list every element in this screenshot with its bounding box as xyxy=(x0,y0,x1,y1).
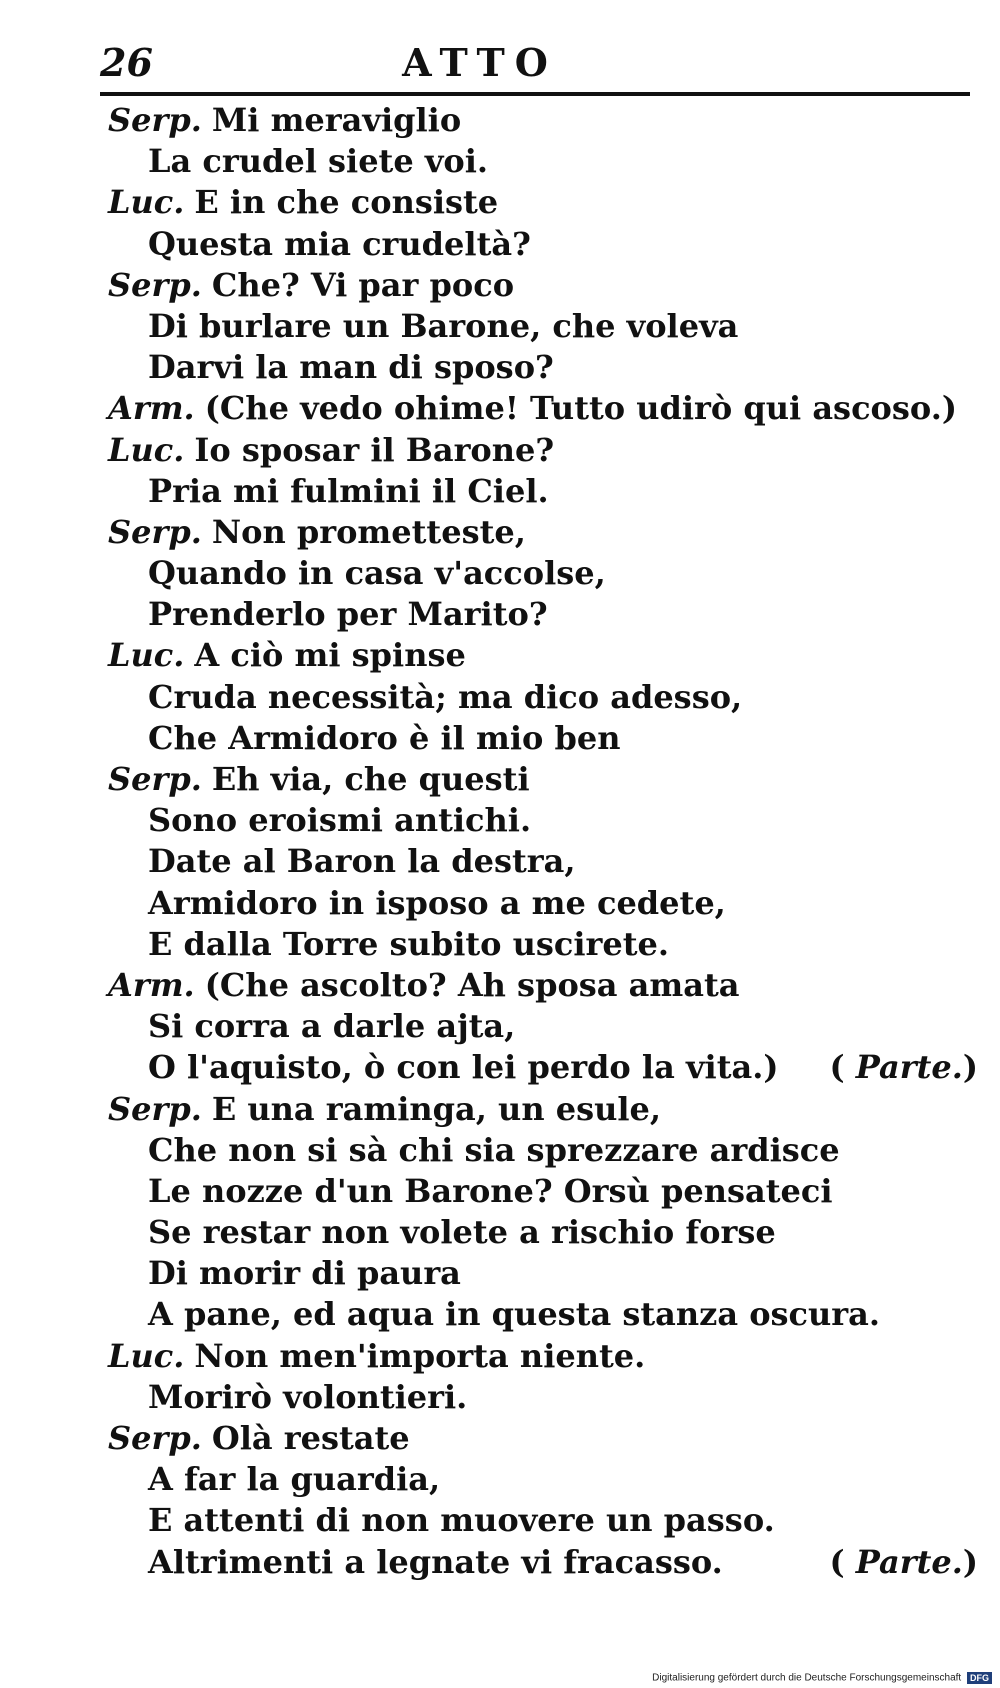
line-text: Di morir di paura xyxy=(148,1254,461,1293)
line-text: A pane, ed aqua in questa stanza oscura. xyxy=(148,1295,881,1334)
line-text: Le nozze d'un Barone? Orsù pensateci xyxy=(148,1171,833,1210)
text-line xyxy=(108,800,988,841)
line-text: O l'aquisto, ò con lei perdo la vita.) xyxy=(148,1048,779,1087)
line-text: Prenderlo per Marito? xyxy=(148,595,548,634)
speaker-name: Luc. xyxy=(108,636,185,675)
line-text: E in che consiste xyxy=(194,183,499,222)
speaker-name: Arm. xyxy=(108,965,195,1004)
line-text: Se restar non volete a rischio forse xyxy=(148,1213,776,1252)
line-text: A far la guardia, xyxy=(148,1460,441,1499)
line-text: La crudel siete voi. xyxy=(148,142,489,181)
text-line xyxy=(108,1253,988,1294)
text-line xyxy=(108,1171,988,1212)
line-text: Altrimenti a legnate vi fracasso. xyxy=(148,1542,723,1581)
text-line xyxy=(108,677,988,718)
line-text: Eh via, che questi xyxy=(211,760,530,798)
page-header xyxy=(100,40,980,92)
line-text: Quando in casa v'accolse, xyxy=(148,554,606,593)
line-text: Date al Baron la destra, xyxy=(148,842,576,881)
line-text: Questa mia crudeltà? xyxy=(148,224,531,263)
text-line xyxy=(108,924,988,965)
text-line xyxy=(108,718,988,759)
text-line xyxy=(108,347,988,388)
speaker-name: Luc. xyxy=(108,183,185,222)
text-line xyxy=(108,883,988,924)
text-line xyxy=(108,1294,988,1335)
text-line xyxy=(108,224,988,265)
text-line xyxy=(108,306,988,347)
line-text: Non prometteste, xyxy=(211,512,526,551)
line-text: Morirò volontieri. xyxy=(148,1377,468,1416)
text-line xyxy=(108,512,988,553)
line-text: Sono eroismi antichi. xyxy=(148,801,532,840)
text-line xyxy=(108,141,988,182)
line-text: Pria mi fulmini il Ciel. xyxy=(148,471,549,510)
stage-direction: ( Parte.) xyxy=(829,1048,978,1087)
line-text: (Che ascolto? Ah sposa amata xyxy=(204,965,740,1004)
line-text: Olà restate xyxy=(211,1419,410,1457)
text-line xyxy=(108,100,988,141)
line-text: Che Armidoro è il mio ben xyxy=(148,718,621,757)
text-line xyxy=(108,1418,988,1459)
line-text: Che? Vi par poco xyxy=(211,265,515,304)
stage-direction-text: Parte. xyxy=(855,1542,963,1581)
speaker-name: Serp. xyxy=(108,1419,202,1457)
text-line xyxy=(108,1542,988,1583)
speaker-name: Serp. xyxy=(108,101,202,139)
stage-direction: ( Parte.) xyxy=(829,1542,978,1581)
text-line xyxy=(108,553,988,594)
text-line xyxy=(108,594,988,635)
line-text: Armidoro in isposo a me cedete, xyxy=(148,883,726,922)
text-line xyxy=(108,265,988,306)
line-text: Di burlare un Barone, che voleva xyxy=(148,306,739,345)
dfg-logo: DFG xyxy=(967,1672,992,1684)
speaker-name: Arm. xyxy=(108,389,195,428)
line-text: E dalla Torre subito uscirete. xyxy=(148,924,670,963)
speaker-name: Serp. xyxy=(108,760,202,798)
line-text: E una raminga, un esule, xyxy=(211,1089,662,1128)
line-text: Non men'importa niente. xyxy=(194,1336,646,1375)
line-text: (Che vedo ohime! Tutto udirò qui ascoso.) xyxy=(204,389,957,428)
speaker-name: Serp. xyxy=(108,1089,202,1128)
speaker-name: Serp. xyxy=(108,265,202,304)
line-text: Che non si sà chi sia sprezzare ardisce xyxy=(148,1130,840,1169)
line-text: Cruda necessità; ma dico adesso, xyxy=(148,677,743,716)
speaker-name: Luc. xyxy=(108,1336,185,1375)
line-text: Mi meraviglio xyxy=(211,101,462,139)
text-line xyxy=(108,1006,988,1047)
text-line xyxy=(108,1212,988,1253)
credit-text: Digitalisierung gefördert durch die Deutsche Forschungsgemeinschaft xyxy=(652,1672,962,1684)
line-text: Io sposar il Barone? xyxy=(194,430,555,469)
text-line xyxy=(108,965,988,1006)
header-rule xyxy=(100,92,970,96)
text-line xyxy=(108,759,988,800)
line-text: Darvi la man di sposo? xyxy=(148,348,554,387)
dialogue-text xyxy=(108,100,988,1583)
text-line xyxy=(108,635,988,676)
text-line xyxy=(108,1130,988,1171)
text-line xyxy=(108,1047,988,1088)
text-line xyxy=(108,1377,988,1418)
text-line xyxy=(108,1089,988,1130)
running-head: ATTO xyxy=(402,40,558,85)
text-line xyxy=(108,1336,988,1377)
text-line xyxy=(108,388,988,429)
line-text: Si corra a darle ajta, xyxy=(148,1007,516,1046)
text-line xyxy=(108,182,988,223)
line-text: E attenti di non muovere un passo. xyxy=(148,1501,775,1540)
text-line xyxy=(108,841,988,882)
speaker-name: Luc. xyxy=(108,430,185,469)
digitization-credit xyxy=(652,1672,992,1684)
stage-direction-text: Parte. xyxy=(855,1048,963,1087)
text-line xyxy=(108,471,988,512)
text-line xyxy=(108,430,988,471)
text-line xyxy=(108,1459,988,1500)
text-line xyxy=(108,1500,988,1541)
line-text: A ciò mi spinse xyxy=(194,636,466,675)
page-number: 26 xyxy=(100,40,153,85)
speaker-name: Serp. xyxy=(108,512,202,551)
